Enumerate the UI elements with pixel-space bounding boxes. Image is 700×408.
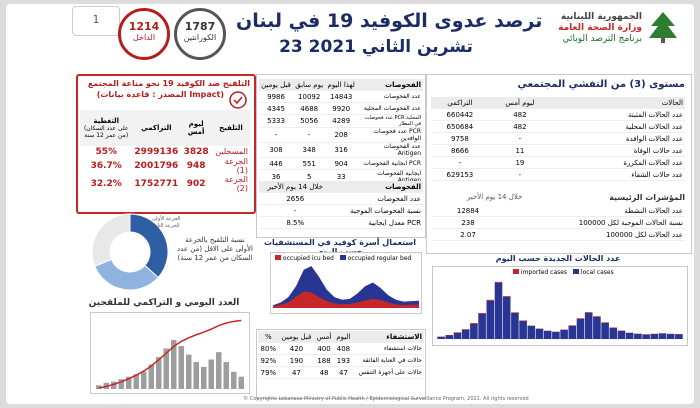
table-row [258, 367, 424, 379]
hospital-chart-title: استعمال أسرة كوفيد في المستشفيات [264, 238, 416, 247]
bar-local [487, 301, 495, 339]
bar-imported [577, 318, 585, 319]
bar-local [585, 313, 593, 339]
bar-imported [519, 320, 527, 321]
report-page [6, 4, 694, 404]
pie-legend-2: الجرعة الثانية [152, 223, 180, 229]
col-c: قبل يومين [279, 331, 315, 343]
cell: - [259, 128, 293, 143]
vaccination-table [80, 110, 250, 193]
cell: 33 [325, 170, 357, 185]
bar-local [544, 331, 552, 339]
row-label: عدد الحالات الوافدة [551, 133, 685, 145]
table-row [259, 143, 423, 158]
cell: 9920 [325, 103, 357, 115]
cell: 12884 [431, 205, 505, 217]
pie-note: نسبة التلقيح بالجرعة الأولى على الاقل (من عدد السكان من عمر 12 سنة) [177, 236, 253, 262]
table-row [259, 158, 423, 170]
col-coverage-label: التغطية [93, 117, 120, 125]
cell: 446 [259, 158, 293, 170]
cell: 948 [186, 161, 206, 171]
cell: 238 [431, 217, 505, 229]
table-row [259, 103, 423, 115]
bar-local [503, 297, 511, 339]
col-prev: يوم سابق [293, 79, 325, 91]
cell: 5 [293, 170, 325, 185]
bar-imported [454, 332, 462, 333]
ministry-line3: برنامج الترصد الوبائي [562, 34, 642, 44]
col-prev2: قبل يومين [259, 79, 293, 91]
bar-daily [216, 352, 222, 389]
bar-local [519, 321, 527, 339]
table-row [259, 115, 423, 128]
cell: 5056 [293, 115, 325, 128]
bar-daily [186, 355, 192, 389]
tests-table [259, 79, 423, 185]
row-label: عدد الحالات المكررة [551, 157, 685, 169]
row-label: نسبة الحالات الموجبة لكل 100000 [505, 217, 685, 229]
page-title: ترصد عدوى الكوفيد 19 في لبنان [236, 10, 543, 32]
bar-local [593, 317, 601, 339]
col-vaccine: التلقيح [219, 124, 243, 132]
table-row [80, 146, 250, 157]
row-label: نسبة الفحوصات الموجبة [332, 205, 424, 217]
cell: 4345 [259, 103, 293, 115]
bar-imported [610, 327, 618, 328]
cell: 92% [258, 355, 279, 367]
table-row [431, 109, 685, 121]
bar-daily [179, 346, 185, 389]
col-labs: الفحوصات [357, 79, 423, 91]
cell: 9758 [431, 133, 489, 145]
cell: 5333 [259, 115, 293, 128]
row-label: عدد حالات الشفاء [551, 169, 685, 181]
col-cases: الحالات [551, 97, 685, 109]
bar-imported [593, 316, 601, 317]
counter-left-value: 1214 [128, 20, 160, 33]
cell: 19 [489, 157, 551, 169]
cell: 188 [314, 355, 334, 367]
bar-imported [487, 300, 495, 301]
col-coverage [80, 110, 132, 146]
row-label: الجرعة (2) [224, 175, 248, 193]
bar-local [528, 326, 536, 339]
row-label: الجرعة (1) [224, 157, 248, 175]
bar-local [552, 332, 560, 339]
bar-local [536, 329, 544, 339]
row-label: عدد فحوصات PCR الوافدين [357, 128, 423, 143]
cell: 10092 [293, 91, 325, 103]
cell: 2999136 [134, 146, 179, 157]
table-row [431, 229, 685, 241]
summary-sub: خلال 14 يوم الأخير [259, 181, 332, 193]
bar-local [560, 330, 568, 339]
cell: 47 [279, 367, 315, 379]
cell: 48 [314, 367, 334, 379]
pie-slice-3 [92, 214, 130, 266]
bar-daily [201, 367, 207, 389]
col-a: اليوم [334, 331, 353, 343]
cell: 1752771 [134, 179, 179, 189]
community-panel [426, 74, 692, 254]
cell: - [489, 133, 551, 145]
pie-legend-1: الجرعة الأولى [152, 216, 181, 222]
table-row [259, 217, 423, 229]
bar-local [634, 334, 642, 339]
cell: 629153 [431, 169, 489, 181]
bar-local [569, 326, 577, 339]
table-row [258, 343, 424, 355]
table-row [431, 133, 685, 145]
community-title: مستوى (3) من التفشي المجتمعي [517, 79, 685, 90]
cases-bar-chart [433, 279, 687, 343]
table-row [259, 205, 423, 217]
cell: 400 [314, 343, 334, 355]
row-label: معدل ايجابية PCR [332, 217, 424, 229]
cell: 8.5% [259, 217, 332, 229]
daily-vaccination-title: العدد اليومي و التراكمي للملقحين [88, 298, 240, 308]
bar-daily [194, 362, 200, 389]
row-label: عدد الفحوصات المحلية [357, 103, 423, 115]
bar-local [610, 328, 618, 339]
row-label: عدد الفحوصات Antigen [357, 143, 423, 158]
cases-chart [432, 266, 688, 346]
table-row [431, 217, 685, 229]
cell: 208 [325, 128, 357, 143]
table-row [431, 169, 685, 181]
col-cumulative: التراكمي [431, 97, 489, 109]
indicators-sub: خلال 14 يوم الأخير [467, 193, 523, 201]
row-label: عدد حالات الوفاة [551, 145, 685, 157]
row-label: عدد الفحوصات [357, 91, 423, 103]
cell: 2.07 [431, 229, 505, 241]
daily-vaccination-svg [91, 313, 249, 393]
cell: 2001796 [134, 161, 179, 171]
cell: 482 [489, 121, 551, 133]
bar-imported [511, 312, 519, 313]
table-row [258, 355, 424, 367]
bar-imported [470, 323, 478, 324]
row-label: عدد الفحوصات [332, 193, 424, 205]
counter-right-value: 1787 [184, 20, 216, 33]
ministry-line1: الجمهورية اللبنانية [560, 12, 642, 22]
bar-local [651, 334, 659, 339]
table-row [259, 193, 423, 205]
bar-local [659, 333, 667, 339]
cell: - [431, 157, 489, 169]
bar-local [454, 333, 462, 339]
row-label: عدد الحالات المثبتة [551, 109, 685, 121]
legend-swatch-icu [275, 255, 281, 260]
bar-local [495, 283, 503, 339]
cell: 32.2% [90, 179, 122, 189]
bar-local [626, 333, 634, 339]
cell: 9986 [259, 91, 293, 103]
cell: 8666 [431, 145, 489, 157]
coverage-note: (على عدد السكان من عمر 12 سنة) [83, 125, 129, 139]
hospital-chart [270, 252, 422, 314]
legend-swatch-regular [340, 255, 346, 260]
row-label: ايجابية الفحوصات PCR [357, 158, 423, 170]
bar-local [446, 335, 454, 339]
cell: - [293, 128, 325, 143]
cell: 36 [259, 170, 293, 185]
cell: 904 [325, 158, 357, 170]
cell: 2656 [259, 193, 332, 205]
cell: 79% [258, 367, 279, 379]
table-row [431, 121, 685, 133]
bar-local [437, 337, 445, 339]
footer: © Copyrights Lebanese Ministry of Public Health / Epidemiological Surveillance Program, 2021. All rights reserved [243, 396, 529, 402]
cases-legend [513, 269, 614, 276]
bar-daily [224, 362, 230, 389]
row-label: حالات على أجهزة التنفس [353, 367, 424, 379]
legend-regular: occupied regular bed [347, 255, 412, 262]
cell: 660442 [431, 109, 489, 121]
bar-daily [141, 372, 147, 389]
cell: 11 [489, 145, 551, 157]
cell: 308 [259, 143, 293, 158]
cell: 316 [325, 143, 357, 158]
ministry-line2: وزارة الصحة العامة [558, 23, 642, 33]
table-row [431, 205, 685, 217]
bar-local [675, 334, 683, 339]
page-number[interactable]: 1 [72, 6, 120, 36]
cell: 551 [293, 158, 325, 170]
row-label: عدد الحالات لكل 100000 [505, 229, 685, 241]
bar-daily [209, 360, 215, 389]
legend-icu: occupied icu bed [282, 255, 334, 262]
cell: 650684 [431, 121, 489, 133]
cell: 4688 [293, 103, 325, 115]
cell: 3828 [183, 146, 209, 157]
row-label: عدد فحوصات PCR المحلية في المطار [357, 115, 423, 128]
legend-imported: imported cases [520, 269, 568, 276]
bar-local [470, 324, 478, 339]
table-row [259, 128, 423, 143]
bar-imported [495, 282, 503, 283]
col-d: % [258, 331, 279, 343]
cell: 4289 [325, 115, 357, 128]
legend-local: local cases [580, 269, 614, 276]
community-cases-table [431, 97, 685, 181]
counter-left [118, 8, 170, 60]
col-today: ليوم أمس [187, 120, 205, 136]
cell: 348 [293, 143, 325, 158]
bar-imported [446, 335, 454, 336]
cell: 408 [334, 343, 353, 355]
cell: 190 [279, 355, 315, 367]
bar-imported [585, 312, 593, 313]
row-label: حالات استشفاء [353, 343, 424, 355]
cell: 14843 [325, 91, 357, 103]
cell: 47 [334, 367, 353, 379]
vaccination-panel [76, 74, 256, 214]
table-row [259, 91, 423, 103]
bar-imported [478, 313, 486, 314]
counter-right-label: الكورانتين [183, 33, 217, 42]
row-label: عدد الحالات المحلية [551, 121, 685, 133]
pie-legend [152, 216, 181, 230]
cell: 420 [279, 343, 315, 355]
table-row [80, 175, 250, 193]
legend-swatch-local [573, 269, 579, 274]
col-today: لهذا اليوم [325, 79, 357, 91]
cell: - [489, 169, 551, 181]
ministry-block [522, 12, 642, 45]
row-label: حالات في العناية الفائقة [353, 355, 424, 367]
cell: - [259, 205, 332, 217]
page-date: 23 تشرين الثاني 2021 [279, 37, 473, 57]
bar-local [618, 331, 626, 339]
hospital-area-chart [271, 264, 421, 312]
bar-imported [503, 296, 511, 297]
cell: 902 [186, 179, 206, 189]
hospital-header: الاستشفاء [353, 331, 424, 343]
tests-panel [256, 74, 426, 238]
cell: 55% [95, 146, 117, 157]
cell: 482 [489, 109, 551, 121]
vaccination-title: التلقيح ضد الكوفيد 19 نحو مناعة المجتمع [87, 79, 250, 88]
syringe-check-icon [228, 90, 248, 110]
legend-swatch-imported [513, 269, 519, 274]
cases-chart-title: عدد الحالات الجديدة حسب اليوم [495, 254, 621, 263]
tests-summary-table [259, 181, 423, 229]
bar-local [667, 334, 675, 339]
row-label: المسجلين [215, 147, 248, 156]
table-row [80, 157, 250, 175]
bar-imported [601, 322, 609, 323]
bar-local [601, 323, 609, 339]
bar-local [462, 330, 470, 339]
vaccination-subtitle: (المصدر : قاعدة بيانات Impact) [96, 90, 224, 99]
bar-daily [231, 372, 237, 389]
cedar-logo-icon [646, 10, 680, 44]
bar-local [511, 313, 519, 339]
summary-title: الفحوصات [332, 181, 424, 193]
row-label: عدد الحالات النشطة [505, 205, 685, 217]
counter-left-label: الداخل [132, 33, 156, 42]
bar-local [642, 334, 650, 339]
indicators-title: المؤشرات الرئيسية [609, 193, 685, 202]
row-label: ايجابية الفحوصات Antigen [357, 170, 423, 185]
table-row [431, 145, 685, 157]
cell: 80% [258, 343, 279, 355]
bar-local [478, 314, 486, 339]
bar-imported [462, 329, 470, 330]
hospital-table [258, 331, 424, 379]
daily-vaccination-chart [90, 312, 250, 394]
col-b: أمس [314, 331, 334, 343]
col-cumulative: التراكمي [141, 124, 172, 132]
col-today: ليوم أمس [489, 97, 551, 109]
table-row [431, 157, 685, 169]
bar-imported [569, 325, 577, 326]
bar-daily [239, 377, 245, 389]
indicators-table [431, 205, 685, 241]
bar-local [577, 319, 585, 339]
cell: 193 [334, 355, 353, 367]
hospital-legend [275, 255, 411, 262]
counter-right [174, 8, 226, 60]
cell: 36.7% [90, 161, 122, 171]
hospital-panel [256, 329, 426, 399]
